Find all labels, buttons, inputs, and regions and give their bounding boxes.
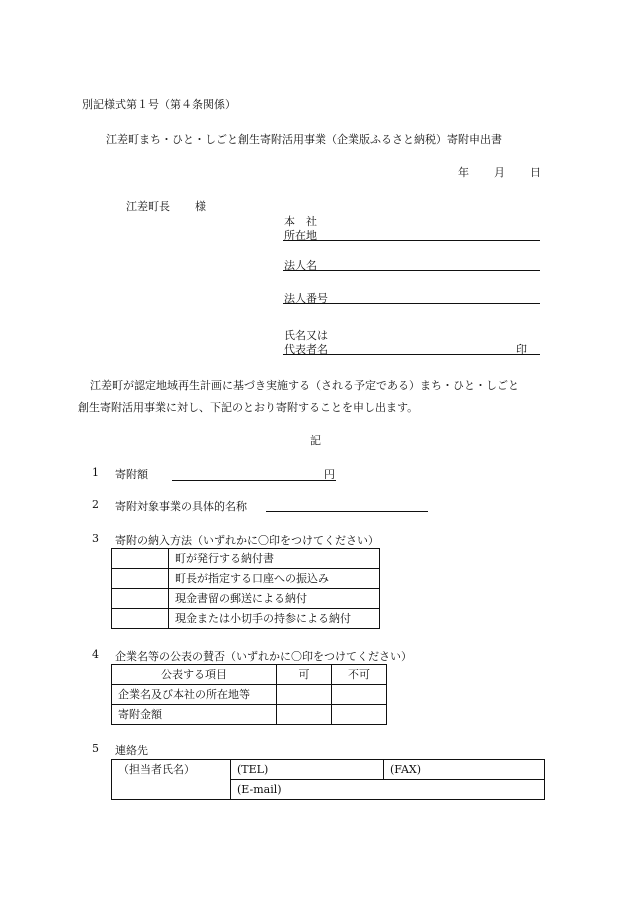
payment-option-label: 現金または小切手の持参による納付 [169,609,380,629]
table-row [112,685,387,705]
table-row [112,705,387,725]
disclosure-row-label: 寄附金額 [112,705,277,725]
table-row [112,760,545,780]
item4-label: 企業名等の公表の賛否（いずれかに〇印をつけてください） [115,650,412,663]
disclosure-no-cell[interactable] [332,685,387,705]
payment-option-check[interactable] [112,609,169,629]
hq-label-line2: 所在地 [284,229,317,242]
seal-mark: 印 [516,343,527,356]
item2-number: 2 [92,498,99,511]
payment-method-table [111,548,380,629]
form-number: 別記様式第１号（第４条関係） [82,98,236,111]
rep-name-field[interactable] [283,354,540,355]
item3-number: 3 [92,532,99,545]
header-no: 不可 [332,665,387,685]
ki-heading: 記 [310,434,321,447]
contact-name-cell[interactable] [112,760,231,800]
page-title: 江差町まち・ひと・しごと創生寄附活用事業（企業版ふるさと納税）寄附申出書 [106,133,502,146]
date-day: 日 [530,166,541,179]
table-row [112,589,380,609]
item5-number: 5 [92,742,99,755]
body-line-2: 創生寄附活用事業に対し、下記のとおり寄附することを申し出ます。 [78,401,419,414]
email-cell[interactable] [231,780,545,800]
body-line-1: 江差町が認定地域再生計画に基づき実施する（される予定である）まち・ひと・しごと [90,379,519,392]
corp-number-label: 法人番号 [284,292,328,305]
item5-label: 連絡先 [115,744,148,757]
tel-label: (TEL) [237,763,269,776]
payment-option-label: 町が発行する納付書 [169,549,380,569]
payment-option-check[interactable] [112,549,169,569]
corp-name-field[interactable] [283,270,540,271]
rep-label-line2: 代表者名 [284,343,328,356]
addressee-honorific: 様 [195,200,206,213]
tel-cell[interactable] [231,760,384,780]
date-year: 年 [458,166,469,179]
item1-unit: 円 [324,468,335,481]
table-row [112,549,380,569]
disclosure-table [111,664,387,725]
payment-option-check[interactable] [112,589,169,609]
contact-name-label: （担当者氏名） [118,763,195,776]
item2-label: 寄附対象事業の具体的名称 [115,500,247,513]
item1-label: 寄附額 [115,468,148,481]
disclosure-yes-cell[interactable] [277,705,332,725]
corp-number-field[interactable] [283,303,540,304]
item3-label: 寄附の納入方法（いずれかに〇印をつけてください） [115,534,379,547]
payment-option-label: 町長が指定する口座への振込み [169,569,380,589]
table-header-row [112,665,387,685]
table-row [112,569,380,589]
disclosure-no-cell[interactable] [332,705,387,725]
project-name-field[interactable] [266,511,428,512]
item4-number: 4 [92,648,99,661]
fax-cell[interactable] [384,760,545,780]
payment-option-label: 現金書留の郵送による納付 [169,589,380,609]
disclosure-yes-cell[interactable] [277,685,332,705]
fax-label: (FAX) [390,763,422,776]
contact-table [111,759,545,800]
date-month: 月 [494,166,505,179]
table-row [112,609,380,629]
addressee-name: 江差町長 [126,200,170,213]
donation-amount-field[interactable] [172,480,336,481]
rep-label-line1: 氏名又は [284,329,328,342]
hq-label-line1: 本 社 [284,215,317,228]
header-item: 公表する項目 [112,665,277,685]
hq-address-field[interactable] [283,240,540,241]
disclosure-row-label: 企業名及び本社の所在地等 [112,685,277,705]
header-yes: 可 [277,665,332,685]
email-label: (E-mail) [237,783,282,796]
payment-option-check[interactable] [112,569,169,589]
item1-number: 1 [92,466,99,479]
corp-name-label: 法人名 [284,259,317,272]
